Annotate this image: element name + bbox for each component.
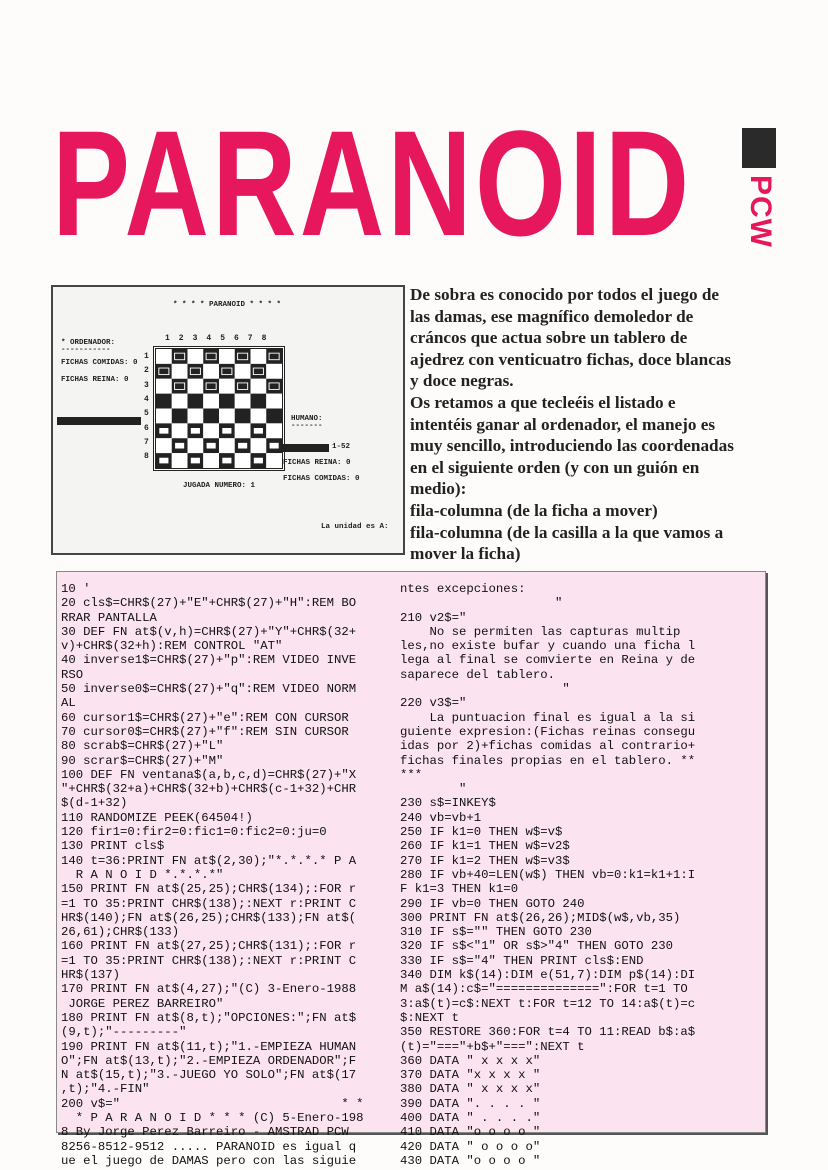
board-piece — [238, 442, 248, 449]
board-row-number: 5 — [144, 409, 149, 419]
board-square — [266, 453, 282, 468]
board-square — [203, 394, 219, 409]
checkers-board — [153, 346, 285, 471]
board-square — [156, 438, 172, 453]
ordenador-underline: ----------- — [61, 346, 111, 354]
board-square — [251, 409, 267, 424]
section-tag-label: PCW — [744, 175, 777, 248]
board-square — [203, 409, 219, 424]
board-piece — [206, 383, 216, 390]
board-piece — [269, 353, 279, 360]
board-piece — [175, 353, 185, 360]
fichas-reina-right: FICHAS REINA: 0 — [283, 459, 351, 467]
board-square — [156, 409, 172, 424]
board-square — [188, 438, 204, 453]
board-piece — [190, 428, 200, 435]
fichas-reina-left: FICHAS REINA: 0 — [61, 376, 129, 384]
board-square — [266, 423, 282, 438]
board-square — [251, 379, 267, 394]
score-code: 1-52 — [332, 443, 351, 451]
board-square — [251, 349, 267, 364]
board-square — [266, 364, 282, 379]
board-square — [266, 409, 282, 424]
humano-label: HUMANO: — [291, 415, 323, 423]
board-square — [156, 379, 172, 394]
humano-underline: ------- — [291, 422, 323, 430]
jugada-numero: JUGADA NUMERO: 1 — [183, 482, 256, 490]
board-piece — [238, 353, 248, 360]
section-marker-block — [742, 128, 776, 168]
article-title: PARANOID — [52, 99, 693, 267]
board-piece — [222, 368, 232, 375]
board-piece — [269, 442, 279, 449]
board-piece — [238, 383, 248, 390]
board-row-number: 4 — [144, 394, 149, 404]
fichas-comidas-right: FICHAS COMIDAS: 0 — [283, 475, 360, 483]
board-square — [203, 423, 219, 438]
game-screenshot — [51, 285, 405, 555]
board-piece — [190, 368, 200, 375]
board-square — [235, 364, 251, 379]
board-piece — [159, 428, 169, 435]
board-square — [235, 453, 251, 468]
board-piece — [253, 428, 263, 435]
board-row-number: 6 — [144, 423, 149, 433]
intro-line-4: fila-columna (de la casilla a la que vamos a mover la ficha) — [410, 522, 724, 564]
board-square — [219, 379, 235, 394]
board-square — [172, 423, 188, 438]
board-square — [172, 394, 188, 409]
board-square — [156, 394, 172, 409]
board-piece — [190, 457, 200, 464]
board-square — [251, 394, 267, 409]
board-square — [219, 438, 235, 453]
board-square — [188, 409, 204, 424]
screenshot-banner: * * * * PARANOID * * * * — [173, 301, 282, 309]
intro-paragraph-1: De sobra es conocido por todos el juego de las damas, ese magnífico demoledor de cráncos que actua sobre un tablero de ajedrez con venticuatro fichas, doce blancas y doce negras. — [410, 285, 732, 391]
ordenador-label: * ORDENADOR: — [61, 339, 116, 347]
board-piece — [253, 368, 263, 375]
intro-line-3: fila-columna (de la ficha a mover) — [410, 500, 658, 520]
board-square — [188, 379, 204, 394]
board-square — [235, 409, 251, 424]
board-piece — [206, 442, 216, 449]
board-row-number: 2 — [144, 366, 149, 376]
status-line: La unidad es A: — [321, 523, 389, 531]
board-piece — [159, 368, 169, 375]
board-row-number: 7 — [144, 437, 149, 447]
listing-column-2: ntes excepciones: " 210 v2$=" No se permiten las capturas multip les,no existe bufar y cuando una ficha l lega al final se comvierte en Reina y de saparece del tablero. " 220 v3$=" La puntuacion final es igual a la si guiente expresion:(Fichas reinas consegu idas por 2)+fichas comidas al contrario+ fichas finales propias en el tablero. ** *** " 230 s$=INKEY$ 240 vb=vb+1 250 IF k1=0 THEN w$=v$ 260 IF k1=1 THEN w$=v2$ 270 IF k1=2 THEN w$=v3$ 280 IF vb+40=LEN(w$) THEN vb=0:k1=k1+1:I F k1=3 THEN k1=0 290 IF vb=0 THEN GOTO 240 300 PRINT FN at$(26,26);MID$(w$,vb,35) 310 IF s$="" THEN GOTO 230 320 IF s$<"1" OR s$>"4" THEN GOTO 230 330 IF s$="4" THEN PRINT cls$:END 340 DIM k$(14):DIM e(51,7):DIM p$(14):DI M a$(14):c$="==============":FOR t=1 TO 3:a$(t)=c$:NEXT t:FOR t=12 TO 14:a$(t)=c $:NEXT t 350 RESTORE 360:FOR t=4 TO 11:READ b$:a$ (t)="==="+b$+"===":NEXT t 360 DATA " x x x x" 370 DATA "x x x x " 380 DATA " x x x x" 390 DATA ". . . . " 400 DATA " . . . ." 410 DATA "o o o o " 420 DATA " o o o o" 430 DATA "o o o o " — [400, 582, 696, 1168]
basic-listing — [56, 571, 766, 1168]
board-square — [266, 394, 282, 409]
board-square — [188, 349, 204, 364]
board-square — [219, 349, 235, 364]
board-row-number: 8 — [144, 452, 149, 462]
board-square — [188, 394, 204, 409]
board-row-number: 3 — [144, 380, 149, 390]
inverse-bar-left — [57, 417, 141, 425]
board-square — [203, 453, 219, 468]
board-square — [172, 364, 188, 379]
board-square — [235, 394, 251, 409]
board-square — [172, 453, 188, 468]
inverse-bar-right — [283, 444, 329, 452]
board-square — [156, 349, 172, 364]
board-piece — [253, 457, 263, 464]
fichas-comidas-left: FICHAS COMIDAS: 0 — [61, 359, 138, 367]
board-square — [251, 438, 267, 453]
board-piece — [175, 442, 185, 449]
intro-text — [410, 284, 740, 565]
board-column-numbers: 12345678 — [165, 334, 276, 343]
board-piece — [222, 428, 232, 435]
board-square — [219, 409, 235, 424]
board-piece — [159, 457, 169, 464]
board-square — [235, 423, 251, 438]
listing-column-1: 10 ' 20 cls$=CHR$(27)+"E"+CHR$(27)+"H":REM BO RRAR PANTALLA 30 DEF FN at$(v,h)=CHR$(27)+"Y"+CHR$(32+ v)+CHR$(32+h):REM CONTROL "AT" 40 inverse1$=CHR$(27)+"p":REM VIDEO INVE RSO 50 inverse0$=CHR$(27)+"q":REM VIDEO NORM AL 60 cursor1$=CHR$(27)+"e":REM CON CURSOR 70 cursor0$=CHR$(27)+"f":REM SIN CURSOR 80 scrab$=CHR$(27)+"L" 90 scrar$=CHR$(27)+"M" 100 DEF FN ventana$(a,b,c,d)=CHR$(27)+"X "+CHR$(32+a)+CHR$(32+b)+CHR$(c-1+32)+CHR $(d-1+32) 110 RANDOMIZE PEEK(64504!) 120 fir1=0:fir2=0:fic1=0:fic2=0:ju=0 130 PRINT cls$ 140 t=36:PRINT FN at$(2,30);"*.*.*.* P A R A N O I D *.*.*.*" 150 PRINT FN at$(25,25);CHR$(134);:FOR r =1 TO 35:PRINT CHR$(138);:NEXT r:PRINT C HR$(140);FN at$(26,25);CHR$(133);FN at$( 26,61);CHR$(133) 160 PRINT FN at$(27,25);CHR$(131);:FOR r =1 TO 35:PRINT CHR$(138);:NEXT r:PRINT C HR$(137) 170 PRINT FN at$(4,27);"(C) 3-Enero-1988 JORGE PEREZ BARREIRO" 180 PRINT FN at$(8,t);"OPCIONES:";FN at$ (9,t);"---------" 190 PRINT FN at$(11,t);"1.-EMPIEZA HUMAN O";FN at$(13,t);"2.-EMPIEZA ORDENADOR";F N at$(15,t);"3.-JUEGO YO SOLO";FN at$(17 ,t);"4.-FIN" 200 v$=" * * * P A R A N O I D * * * (C) 5-Enero-198 8 By Jorge Perez Barreiro - AMSTRAD PCW 8256-8512-9512 ..... PARANOID es igual q ue el juego de DAMAS pero con las siguie — [61, 582, 364, 1168]
board-square — [203, 364, 219, 379]
section-tag — [744, 176, 776, 246]
intro-paragraph-2: Os retamos a que tecleéis el listado e intentéis ganar al ordenador, el manejo es muy sencillo, introduciendo las coordenadas en el siguiente orden (y con un guión en medio): — [410, 392, 734, 499]
board-piece — [269, 383, 279, 390]
board-square — [172, 409, 188, 424]
board-piece — [206, 353, 216, 360]
board-piece — [222, 457, 232, 464]
board-row-number: 1 — [144, 352, 149, 361]
board-square — [219, 394, 235, 409]
board-piece — [175, 383, 185, 390]
